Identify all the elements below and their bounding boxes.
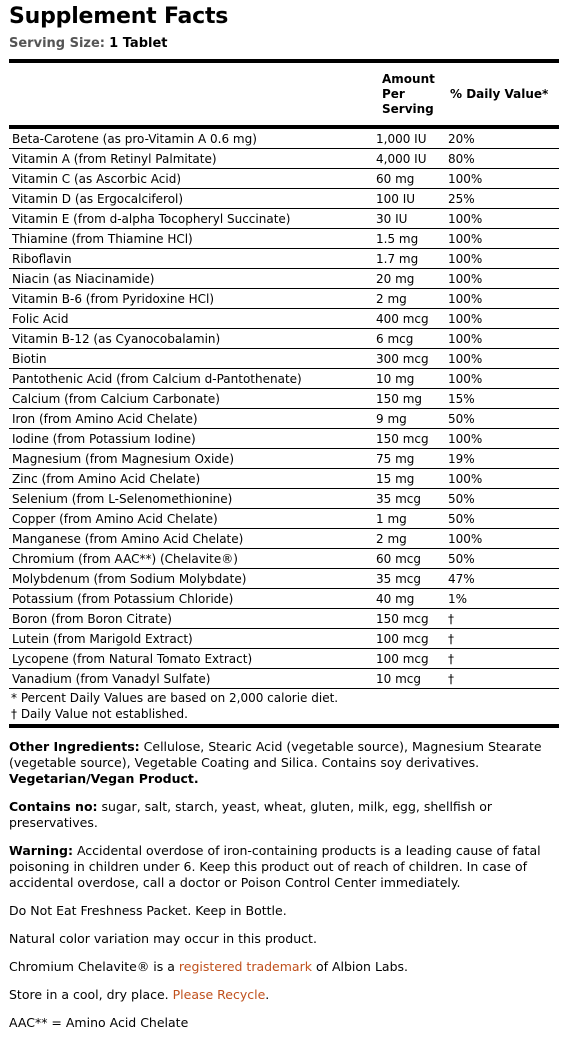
vegan-note	[9, 771, 559, 787]
nutrient-daily-value: 20%	[445, 129, 559, 149]
table-row	[9, 389, 559, 409]
table-row	[9, 649, 559, 669]
nutrient-name: Niacin (as Niacinamide)	[9, 269, 373, 289]
nutrient-amount: 300 mcg	[373, 349, 445, 369]
nutrient-daily-value: 100%	[445, 269, 559, 289]
nutrient-daily-value: 47%	[445, 569, 559, 589]
table-row	[9, 569, 559, 589]
nutrient-name: Vanadium (from Vanadyl Sulfate)	[9, 669, 373, 689]
table-row	[9, 229, 559, 249]
contains-no-text: sugar, salt, starch, yeast, wheat, gluten, milk, egg, shellfish or preservatives.	[9, 799, 493, 830]
nutrient-amount: 2 mg	[373, 529, 445, 549]
nutrient-name: Beta-Carotene (as pro-Vitamin A 0.6 mg)	[9, 129, 373, 149]
nutrient-daily-value: 100%	[445, 249, 559, 269]
nutrient-daily-value: 50%	[445, 549, 559, 569]
table-row	[9, 129, 559, 149]
table-row	[9, 609, 559, 629]
nutrient-amount: 35 mcg	[373, 489, 445, 509]
warning	[9, 843, 559, 891]
nutrient-amount: 4,000 IU	[373, 149, 445, 169]
nutrient-name: Magnesium (from Magnesium Oxide)	[9, 449, 373, 469]
nutrient-amount: 100 mcg	[373, 629, 445, 649]
contains-no-label: Contains no:	[9, 799, 98, 814]
nutrient-name: Vitamin B-6 (from Pyridoxine HCl)	[9, 289, 373, 309]
serving-size-value: 1 Tablet	[109, 36, 168, 51]
nutrient-amount: 150 mcg	[373, 609, 445, 629]
freshness-note: Do Not Eat Freshness Packet. Keep in Bottle.	[9, 903, 287, 918]
table-row	[9, 509, 559, 529]
storage-text: Store in a cool, dry place.	[9, 987, 173, 1002]
nutrient-daily-value: 50%	[445, 489, 559, 509]
nutrient-daily-value: 100%	[445, 289, 559, 309]
serving-size-label: Serving Size:	[9, 36, 106, 51]
serving-size	[9, 36, 168, 51]
nutrient-amount: 150 mcg	[373, 429, 445, 449]
nutrient-name: Calcium (from Calcium Carbonate)	[9, 389, 373, 409]
table-row	[9, 209, 559, 229]
vegan-label: Vegetarian/Vegan Product.	[9, 771, 199, 786]
nutrient-amount: 2 mg	[373, 289, 445, 309]
bottom-divider	[9, 724, 559, 728]
nutrient-amount: 1.5 mg	[373, 229, 445, 249]
nutrient-amount: 15 mg	[373, 469, 445, 489]
table-row	[9, 549, 559, 569]
registered-trademark-link[interactable]: registered trademark	[178, 959, 312, 974]
nutrient-name: Selenium (from L-Selenomethionine)	[9, 489, 373, 509]
nutrient-amount: 100 mcg	[373, 649, 445, 669]
nutrient-name: Iodine (from Potassium Iodine)	[9, 429, 373, 449]
nutrient-name: Thiamine (from Thiamine HCl)	[9, 229, 373, 249]
nutrient-name: Riboflavin	[9, 249, 373, 269]
nutrient-daily-value: 50%	[445, 409, 559, 429]
nutrient-amount: 35 mcg	[373, 569, 445, 589]
nutrient-daily-value: 100%	[445, 369, 559, 389]
storage-note	[9, 987, 559, 1003]
nutrient-daily-value: 100%	[445, 309, 559, 329]
nutrient-amount: 20 mg	[373, 269, 445, 289]
nutrient-amount: 40 mg	[373, 589, 445, 609]
nutrient-daily-value: †	[445, 669, 559, 689]
footnotes	[11, 690, 338, 722]
nutrient-table-body	[9, 129, 559, 689]
daily-value-header: % Daily Value*	[450, 87, 549, 101]
nutrient-daily-value: 80%	[445, 149, 559, 169]
footnote-dagger: † Daily Value not established.	[11, 707, 188, 721]
nutrient-name: Vitamin A (from Retinyl Palmitate)	[9, 149, 373, 169]
other-ingredients-text: Cellulose, Stearic Acid (vegetable source), Magnesium Stearate (vegetable source), Vegetable Coating and Silica. Contains soy derivatives.	[9, 739, 542, 770]
nutrient-daily-value: †	[445, 649, 559, 669]
amount-header-line: Amount	[382, 72, 435, 86]
table-row	[9, 429, 559, 449]
nutrient-amount: 10 mcg	[373, 669, 445, 689]
table-row	[9, 349, 559, 369]
table-row	[9, 329, 559, 349]
trademark-note	[9, 959, 559, 975]
nutrient-daily-value: †	[445, 629, 559, 649]
nutrient-name: Manganese (from Amino Acid Chelate)	[9, 529, 373, 549]
warning-text: Accidental overdose of iron-containing products is a leading cause of fatal poisoning in children under 6. Keep this product out of reach of children. In case of accidental overdose, call a doctor or Poison Control Center immediately.	[9, 843, 541, 890]
nutrient-amount: 400 mcg	[373, 309, 445, 329]
nutrient-name: Zinc (from Amino Acid Chelate)	[9, 469, 373, 489]
nutrient-name: Folic Acid	[9, 309, 373, 329]
nutrient-daily-value: 100%	[445, 349, 559, 369]
table-header	[9, 63, 559, 124]
nutrient-table	[9, 129, 559, 689]
nutrient-name: Vitamin B-12 (as Cyanocobalamin)	[9, 329, 373, 349]
nutrient-amount: 9 mg	[373, 409, 445, 429]
contains-no	[9, 799, 559, 831]
table-row	[9, 589, 559, 609]
nutrient-amount: 1.7 mg	[373, 249, 445, 269]
nutrient-name: Vitamin E (from d-alpha Tocopheryl Succinate)	[9, 209, 373, 229]
table-row	[9, 669, 559, 689]
table-row	[9, 189, 559, 209]
nutrient-daily-value: 15%	[445, 389, 559, 409]
nutrient-daily-value: 100%	[445, 229, 559, 249]
other-ingredients	[9, 739, 559, 771]
trademark-before: Chromium Chelavite® is a	[9, 959, 179, 974]
nutrient-name: Boron (from Boron Citrate)	[9, 609, 373, 629]
table-row	[9, 149, 559, 169]
nutrient-amount: 75 mg	[373, 449, 445, 469]
table-row	[9, 289, 559, 309]
nutrient-name: Potassium (from Potassium Chloride)	[9, 589, 373, 609]
nutrient-amount: 30 IU	[373, 209, 445, 229]
nutrient-daily-value: 100%	[445, 429, 559, 449]
nutrient-daily-value: 100%	[445, 209, 559, 229]
page-title: Supplement Facts	[9, 4, 229, 29]
product-info	[9, 739, 559, 1031]
nutrient-daily-value: 100%	[445, 469, 559, 489]
please-recycle-link[interactable]: Please Recycle	[172, 987, 266, 1002]
amount-header-line: Serving	[382, 102, 434, 116]
nutrient-daily-value: 19%	[445, 449, 559, 469]
table-row	[9, 169, 559, 189]
nutrient-amount: 60 mcg	[373, 549, 445, 569]
storage-after: .	[265, 987, 270, 1002]
nutrient-name: Chromium (from AAC**) (Chelavite®)	[9, 549, 373, 569]
nutrient-amount: 100 IU	[373, 189, 445, 209]
aac-note: AAC** = Amino Acid Chelate	[9, 1015, 189, 1030]
nutrient-daily-value: 100%	[445, 529, 559, 549]
table-row	[9, 409, 559, 429]
nutrient-name: Pantothenic Acid (from Calcium d-Pantothenate)	[9, 369, 373, 389]
table-row	[9, 449, 559, 469]
nutrient-name: Biotin	[9, 349, 373, 369]
footnote-percent: * Percent Daily Values are based on 2,000 calorie diet.	[11, 691, 339, 705]
nutrient-daily-value: †	[445, 609, 559, 629]
amount-per-serving-header	[382, 72, 452, 117]
nutrient-daily-value: 50%	[445, 509, 559, 529]
nutrient-amount: 60 mg	[373, 169, 445, 189]
nutrient-daily-value: 25%	[445, 189, 559, 209]
nutrient-name: Lycopene (from Natural Tomato Extract)	[9, 649, 373, 669]
table-row	[9, 309, 559, 329]
nutrient-name: Iron (from Amino Acid Chelate)	[9, 409, 373, 429]
nutrient-amount: 6 mcg	[373, 329, 445, 349]
table-row	[9, 269, 559, 289]
amount-header-line: Per	[382, 87, 405, 101]
nutrient-amount: 1 mg	[373, 509, 445, 529]
nutrient-name: Molybdenum (from Sodium Molybdate)	[9, 569, 373, 589]
table-row	[9, 529, 559, 549]
color-note: Natural color variation may occur in this product.	[9, 931, 317, 946]
other-ingredients-label: Other Ingredients:	[9, 739, 140, 754]
nutrient-amount: 10 mg	[373, 369, 445, 389]
nutrient-amount: 1,000 IU	[373, 129, 445, 149]
nutrient-daily-value: 100%	[445, 329, 559, 349]
nutrient-daily-value: 100%	[445, 169, 559, 189]
table-row	[9, 629, 559, 649]
nutrient-daily-value: 1%	[445, 589, 559, 609]
nutrient-name: Copper (from Amino Acid Chelate)	[9, 509, 373, 529]
warning-label: Warning:	[9, 843, 73, 858]
nutrient-amount: 150 mg	[373, 389, 445, 409]
table-row	[9, 249, 559, 269]
nutrient-name: Vitamin D (as Ergocalciferol)	[9, 189, 373, 209]
trademark-after: of Albion Labs.	[311, 959, 408, 974]
table-row	[9, 369, 559, 389]
nutrient-name: Lutein (from Marigold Extract)	[9, 629, 373, 649]
table-row	[9, 489, 559, 509]
nutrient-name: Vitamin C (as Ascorbic Acid)	[9, 169, 373, 189]
table-row	[9, 469, 559, 489]
